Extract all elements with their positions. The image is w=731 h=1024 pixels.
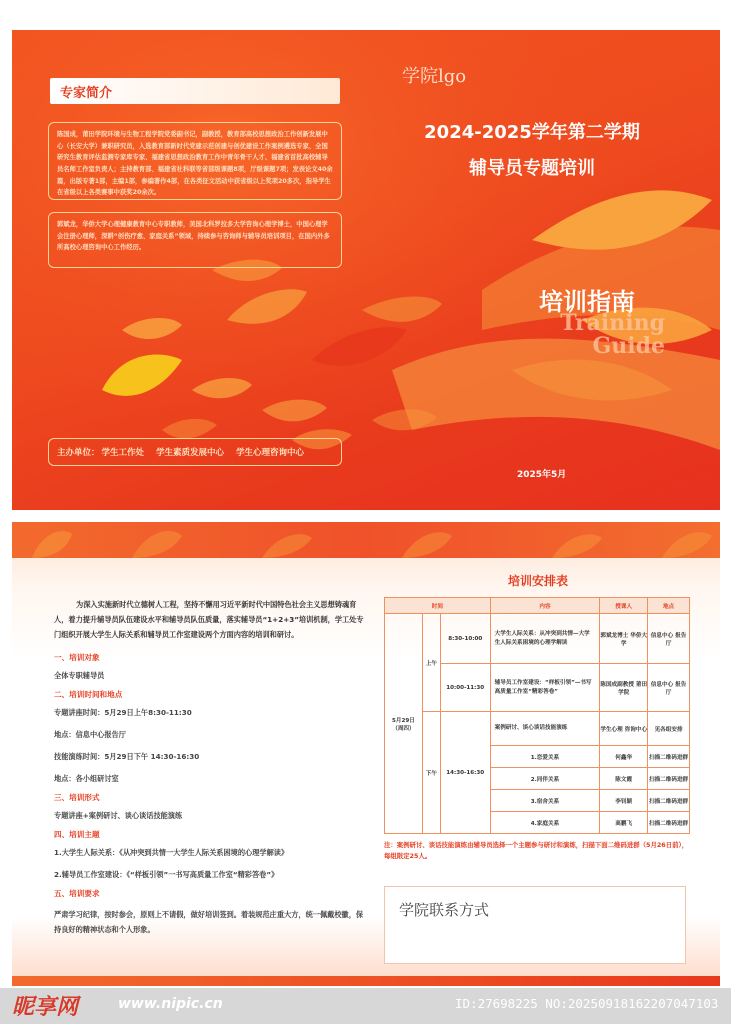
row-1-place: 信息中心 报告厅 — [648, 614, 690, 664]
top-leaf-pattern — [12, 522, 720, 558]
guide-title-en — [530, 312, 665, 358]
header-content: 内容 — [490, 598, 600, 614]
guide-en-line-1: Training — [560, 310, 665, 336]
row-2-time: 10:00-11:30 — [440, 664, 490, 712]
cover-panel — [12, 30, 720, 510]
contact-box — [384, 886, 686, 964]
section-2-line-3: 技能演练时间：5月29日下午 14:30-16:30 — [54, 752, 200, 762]
row-2-content: 辅导员工作室建设：“样板引领”—书写高质量工作室“精彩答卷” — [490, 664, 600, 712]
row-3-place: 见各组安排 — [648, 712, 690, 746]
row-1-content: 大学生人际关系：从冲突到共情—大学生人际关系困境的心理学解读 — [490, 614, 600, 664]
section-heading-1: 一、培训对象 — [54, 653, 100, 663]
contact-label: 学院联系方式 — [399, 901, 490, 919]
watermark-logo: 昵享网 — [12, 995, 79, 1020]
notice-column — [54, 598, 364, 938]
row-7-speaker: 高鹏飞 — [600, 812, 648, 834]
section-4-line-2: 2.辅导员工作室建设：《“样板引领”一书写高质量工作室“精彩答卷”》 — [54, 870, 279, 880]
row-2-place: 信息中心 报告厅 — [648, 664, 690, 712]
table-row — [385, 614, 690, 664]
row-4-place: 扫描二维码进群 — [648, 746, 690, 768]
header-place: 地点 — [648, 598, 690, 614]
title-line-2: 辅导员专题培训 — [469, 158, 595, 179]
section-heading-4: 四、培训主题 — [54, 830, 100, 840]
intro-paragraph: 为深入实施新时代立德树人工程，坚持不懈用习近平新时代中国特色社会主义思想铸魂育人，着力提升辅导员队伍建设水平和辅导员队伍质量，落实辅导员“1+2+3”培训机制，学工处专门组织开展大学生人际关系和辅导员工作室建设两个方面内容的培训和研讨。 — [54, 600, 364, 639]
host-units-bar — [48, 438, 342, 466]
schedule-title: 培训安排表 — [507, 574, 568, 588]
row-6-place: 扫描二维码进群 — [648, 790, 690, 812]
guide-title-cn: 培训指南 — [539, 288, 635, 316]
header-speaker: 授课人 — [600, 598, 648, 614]
schedule-header-row — [385, 598, 690, 614]
row-2-speaker: 陈国成副教授 莆田学院 — [600, 664, 648, 712]
section-4-line-1: 1.大学生人际关系：《从冲突到共情一大学生人际关系困境的心理学解读》 — [54, 848, 289, 858]
row-1-speaker: 郭斌龙博士 华侨大学 — [600, 614, 648, 664]
row-7-content: 4.家庭关系 — [490, 812, 600, 834]
college-logo-text: 学院lgo — [402, 66, 467, 87]
row-5-speaker: 陈文霞 — [600, 768, 648, 790]
schedule-column — [384, 572, 692, 862]
title-line-1: 2024-2025学年第二学期 — [424, 122, 640, 143]
row-1-time: 8:30-10:00 — [440, 614, 490, 664]
row-7-place: 扫描二维码进群 — [648, 812, 690, 834]
cover-date: 2025年5月 — [517, 470, 567, 480]
section-5-line-1: 严肃学习纪律，按时参会，原则上不请假，做好培训签到。着装规范庄重大方，统一佩戴校徽，保持良好的精神状态和个人形象。 — [54, 910, 364, 935]
row-4-content: 1.恋爱关系 — [490, 746, 600, 768]
section-heading-3: 三、培训形式 — [54, 793, 100, 803]
schedule-table — [384, 597, 690, 834]
row-3-speaker: 学生心理 咨询中心 — [600, 712, 648, 746]
section-2-line-2: 地点：信息中心报告厅 — [54, 730, 126, 740]
host-unit-3: 学生心理咨询中心 — [236, 448, 305, 458]
row-6-content: 3.宿舍关系 — [490, 790, 600, 812]
guide-en-line-2: Guide — [592, 333, 665, 360]
expert-bio-1: 陈国成，莆田学院环境与生物工程学院党委副书记，副教授，教育部高校思想政治工作创新发展中心（长安大学）兼职研究员，入选教育部新时代党建示范创建与创优建设工作案例遴选专家、全国研究生教育评估监测专家库专家、福建省思想政治教育工作中青年骨干人才、福建省首批高校辅导员名师工作室负责人；主持教育部、福建省社科联等省部级课题8项，厅级课题7项；发表论文40余篇，出版专著1部，主编1部，参编著作4部，在各类征文活动中获省级以上奖项20多次，指导学生在省级以上各类赛事中获奖20余次。 — [48, 122, 342, 200]
host-unit-1: 学生工作处 — [101, 448, 145, 458]
cover-headline — [402, 118, 662, 180]
schedule-note: 注：案例研讨、谈话技能演练由辅导员选择一个主题参与研讨和演练，扫描下面二维码进群（5月26日前），每组限定25人。 — [384, 841, 689, 860]
section-2-line-1: 专题讲座时间：5月29日上午8:30-11:30 — [54, 708, 192, 718]
inner-bottom-band — [12, 976, 720, 986]
watermark-id: ID:27698225 NO:20250918162207047103 — [455, 996, 719, 1011]
expert-heading-text: 专家简介 — [60, 86, 113, 101]
section-1-line-1: 全体专职辅导员 — [54, 671, 105, 681]
am-cell: 上午 — [422, 614, 440, 712]
day-weekday: （周四） — [392, 725, 415, 732]
header-time: 时间 — [385, 598, 491, 614]
row-3-time: 14:30-16:30 — [440, 712, 490, 834]
table-row — [385, 712, 690, 746]
expert-heading — [50, 78, 340, 104]
watermark-url: www.nipic.cn — [118, 996, 223, 1012]
row-3-content: 案例研讨、谈心谈话技能演练 — [490, 712, 600, 746]
day-cell — [385, 614, 423, 834]
section-heading-5: 五、培训要求 — [54, 889, 100, 899]
pm-cell: 下午 — [422, 712, 440, 834]
day-date: 5月29日 — [392, 717, 415, 724]
row-6-speaker: 李钊颖 — [600, 790, 648, 812]
row-5-content: 2.同伴关系 — [490, 768, 600, 790]
host-label: 主办单位： — [57, 448, 100, 458]
inner-panel — [12, 522, 720, 986]
row-4-speaker: 何鑫华 — [600, 746, 648, 768]
inner-top-band — [12, 522, 720, 558]
section-heading-2: 二、培训时间和地点 — [54, 690, 123, 700]
row-5-place: 扫描二维码进群 — [648, 768, 690, 790]
section-3-line-1: 专题讲座+案例研讨、谈心谈话技能演练 — [54, 811, 183, 821]
expert-bio-2: 郭斌龙，华侨大学心理健康教育中心专职教师，美国北科罗拉多大学咨询心理学博士，中国心理学会注册心理师，深耕“创伤疗愈、家庭关系”领域，持续参与咨询师与辅导员培训项目，在国内外多所高校心理咨询中心工作经历。 — [48, 212, 342, 268]
host-unit-2: 学生素质发展中心 — [156, 448, 225, 458]
section-2-line-4: 地点：各小组研讨室 — [54, 774, 119, 784]
